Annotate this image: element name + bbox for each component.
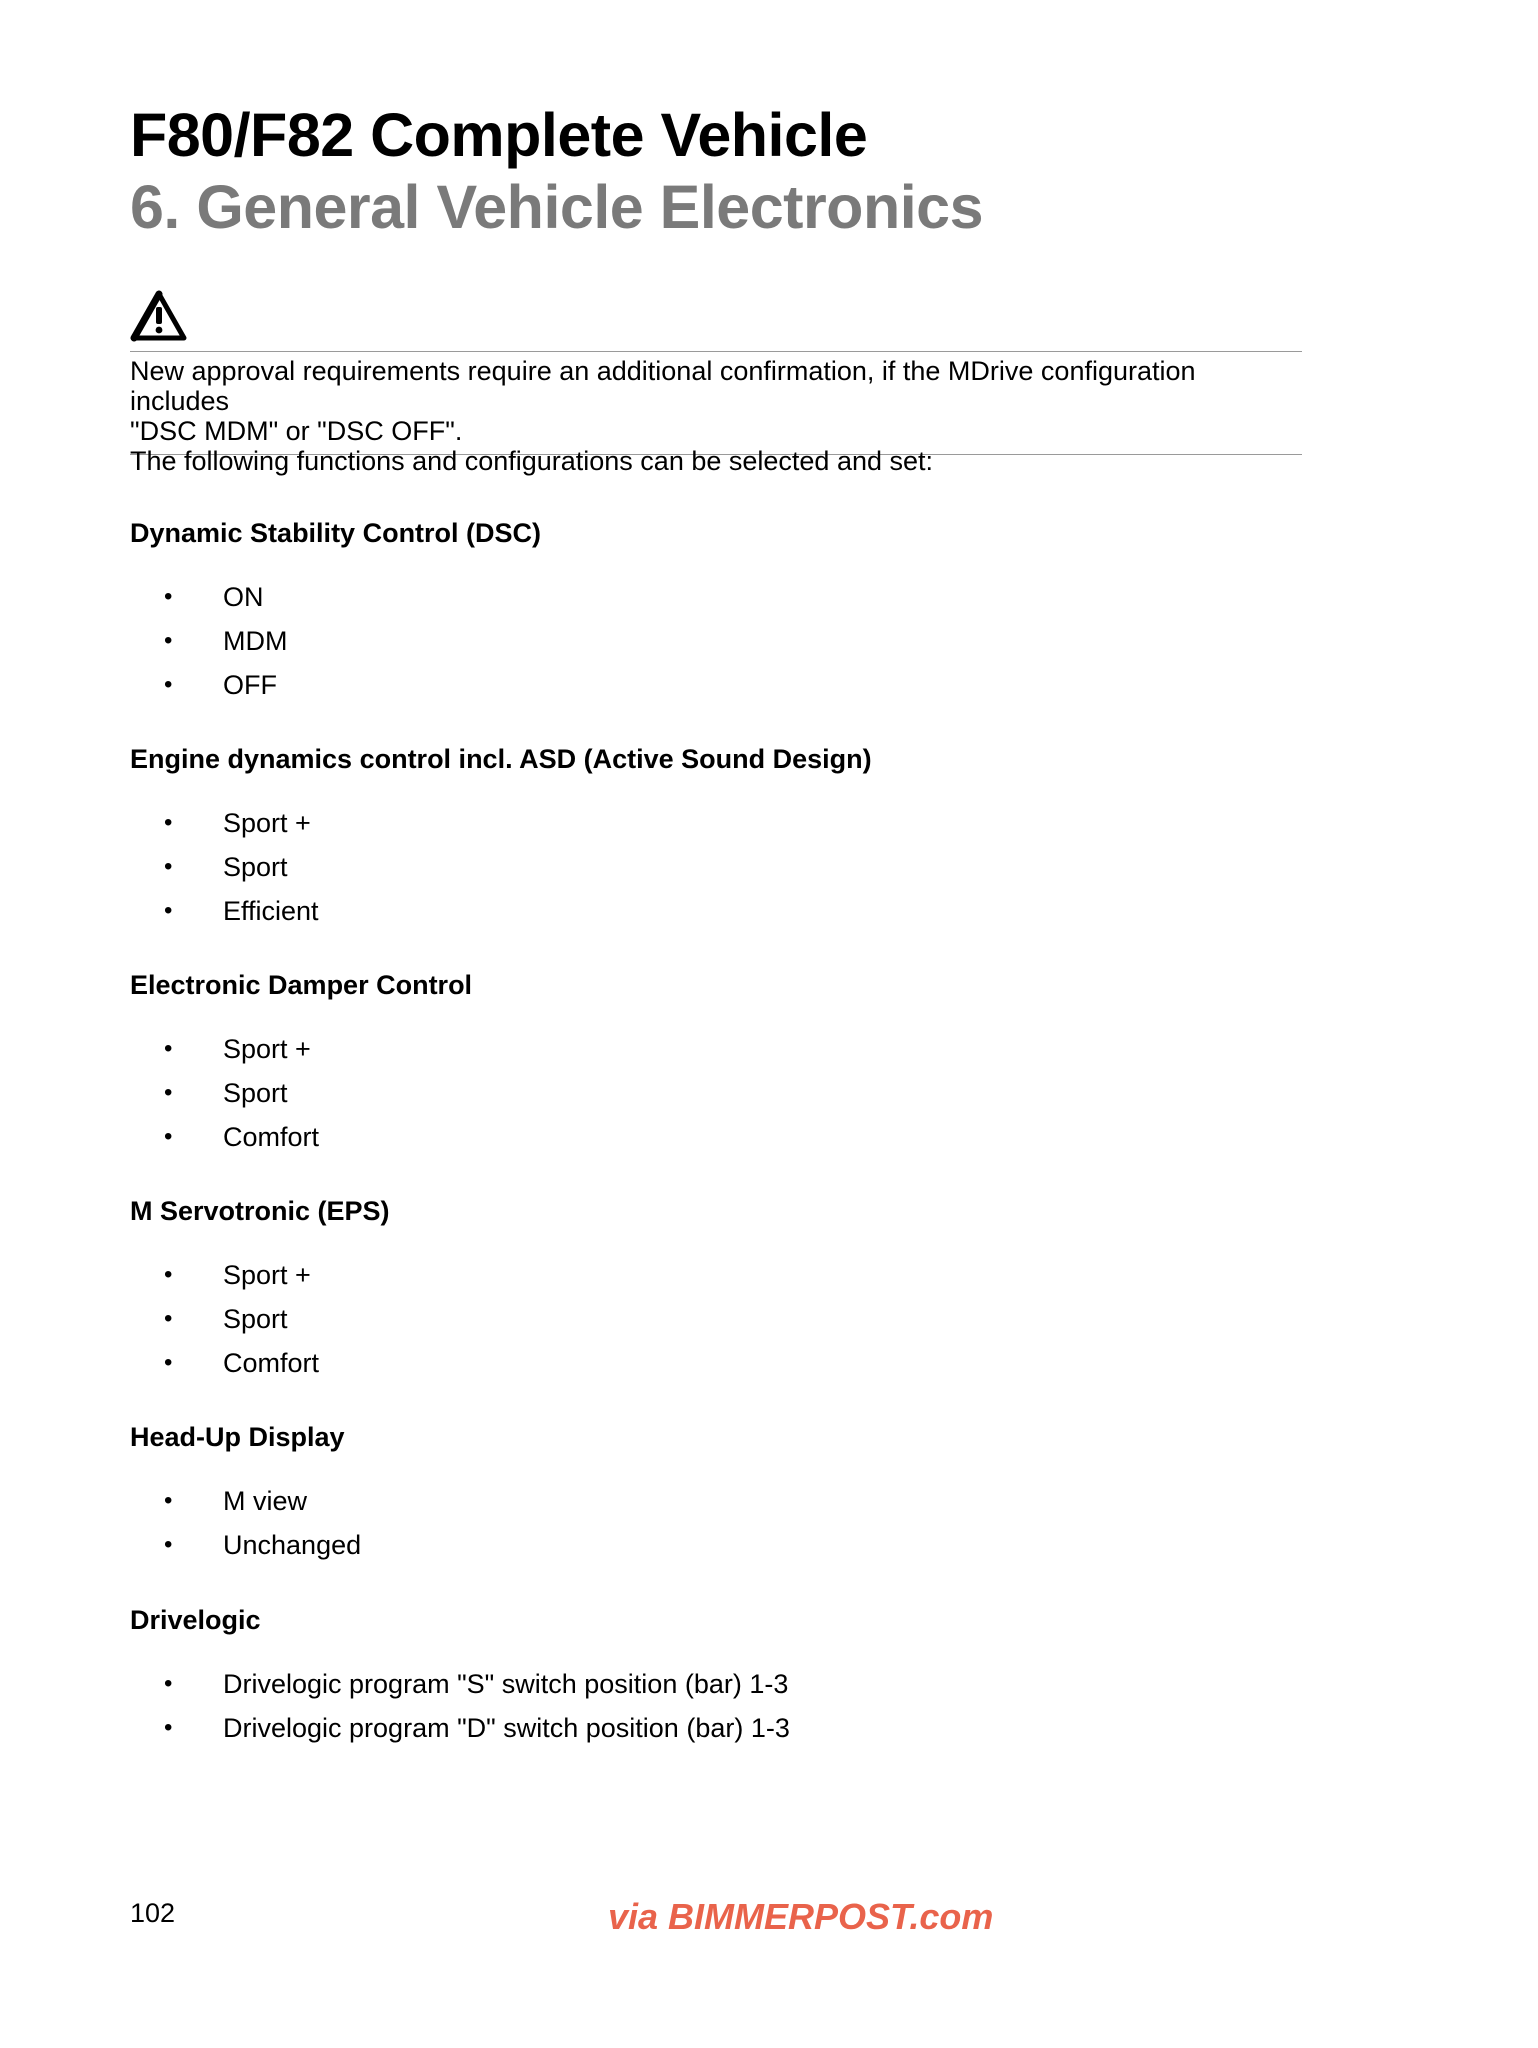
page-subtitle: 6. General Vehicle Electronics	[130, 173, 983, 241]
bullet-icon: •	[164, 1079, 173, 1106]
bullet-icon: •	[164, 671, 173, 698]
option-list	[130, 575, 1302, 707]
section-heading: Electronic Damper Control	[130, 970, 473, 1000]
page-number: 102	[130, 1898, 176, 1928]
section-heading: M Servotronic (EPS)	[130, 1196, 390, 1226]
option-list	[130, 801, 1302, 933]
list-item: • Comfort	[130, 1115, 1302, 1159]
list-item: • ON	[130, 575, 1302, 619]
list-item: • OFF	[130, 663, 1302, 707]
list-item: • Sport	[130, 845, 1302, 889]
bullet-icon: •	[164, 1487, 173, 1514]
list-item: • MDM	[130, 619, 1302, 663]
list-item: • Sport	[130, 1297, 1302, 1341]
section-servotronic	[130, 1191, 1302, 1385]
list-item: • Sport +	[130, 1027, 1302, 1071]
bullet-icon: •	[164, 1305, 173, 1332]
list-item: • Drivelogic program "D" switch position (bar) 1-3	[130, 1706, 1302, 1750]
list-item: • M view	[130, 1479, 1302, 1523]
bullet-icon: •	[164, 627, 173, 654]
bullet-icon: •	[164, 1035, 173, 1062]
bullet-icon: •	[164, 1261, 173, 1288]
section-heading: Drivelogic	[130, 1605, 261, 1635]
section-heading: Engine dynamics control incl. ASD (Active Sound Design)	[130, 744, 872, 774]
option-list	[130, 1662, 1302, 1750]
bullet-icon: •	[164, 809, 173, 836]
option-list	[130, 1479, 1302, 1567]
section-head-up-display	[130, 1417, 1302, 1567]
bullet-icon: •	[164, 1714, 173, 1741]
page-title: F80/F82 Complete Vehicle	[130, 101, 868, 169]
bullet-icon: •	[164, 1349, 173, 1376]
bullet-icon: •	[164, 583, 173, 610]
list-item: • Sport	[130, 1071, 1302, 1115]
bullet-icon: •	[164, 853, 173, 880]
warning-text-line-1: New approval requirements require an additional confirmation, if the MDrive configuration includes	[130, 356, 1196, 416]
list-item: • Sport +	[130, 1253, 1302, 1297]
warning-note	[130, 351, 1302, 455]
list-item: • Sport +	[130, 801, 1302, 845]
option-list	[130, 1027, 1302, 1159]
list-item: • Drivelogic program "S" switch position (bar) 1-3	[130, 1662, 1302, 1706]
section-heading: Head-Up Display	[130, 1422, 345, 1452]
watermark: via BIMMERPOST.com	[608, 1896, 994, 1937]
bullet-icon: •	[164, 1670, 173, 1697]
section-engine-dynamics	[130, 739, 1302, 933]
bullet-icon: •	[164, 897, 173, 924]
section-dsc	[130, 513, 1302, 707]
list-item: • Unchanged	[130, 1523, 1302, 1567]
option-list	[130, 1253, 1302, 1385]
warning-triangle-icon	[130, 290, 188, 342]
warning-text-line-2: "DSC MDM" or "DSC OFF".	[130, 416, 463, 446]
list-item: • Efficient	[130, 889, 1302, 933]
bullet-icon: •	[164, 1123, 173, 1150]
bullet-icon: •	[164, 1531, 173, 1558]
section-heading: Dynamic Stability Control (DSC)	[130, 518, 542, 548]
intro-paragraph: The following functions and configurations can be selected and set:	[130, 446, 934, 476]
list-item: • Comfort	[130, 1341, 1302, 1385]
section-drivelogic	[130, 1600, 1302, 1750]
section-damper-control	[130, 965, 1302, 1159]
